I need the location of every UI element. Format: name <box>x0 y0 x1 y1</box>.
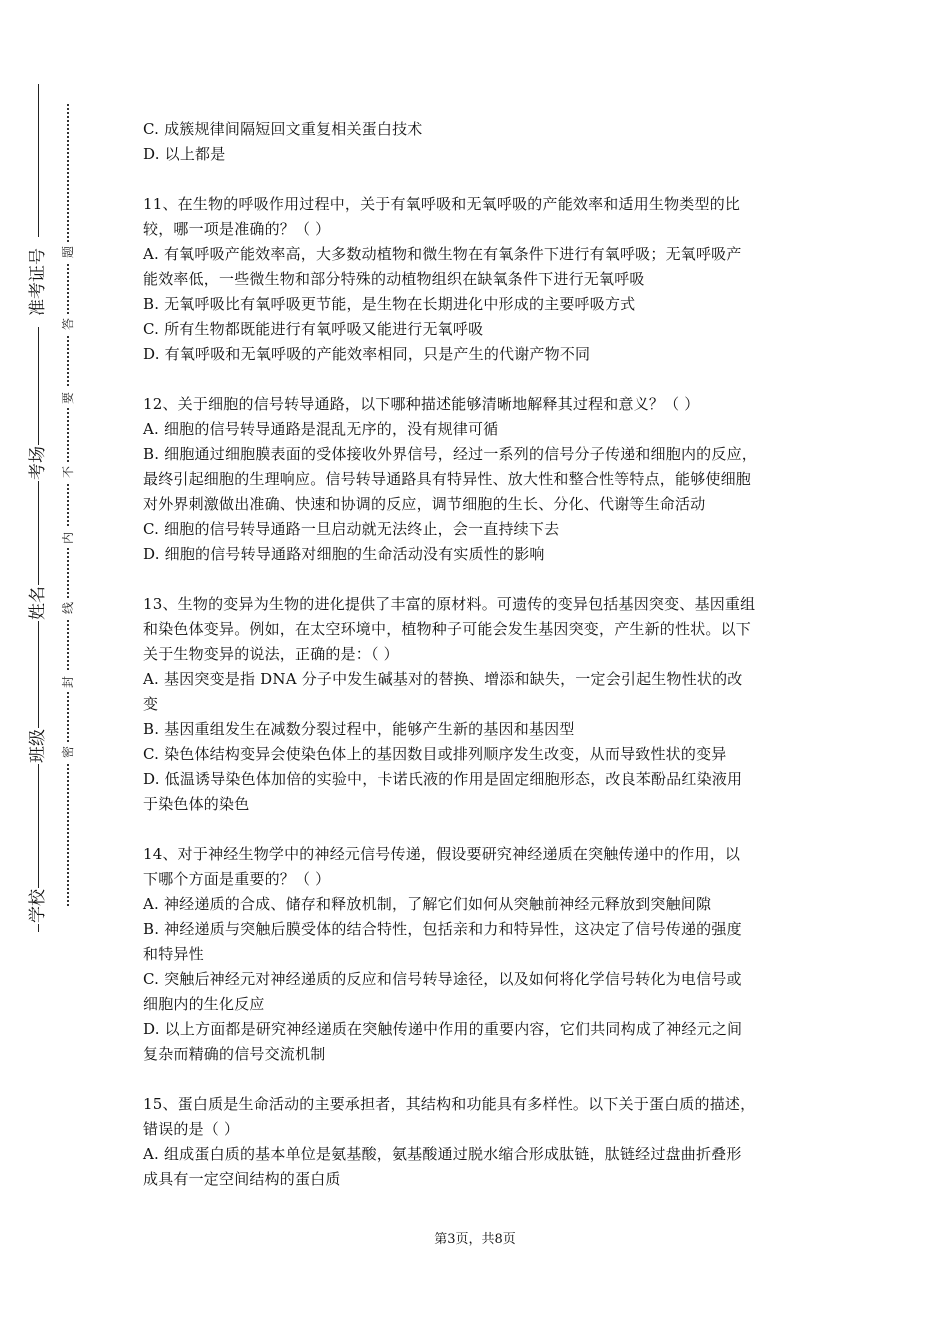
q15-option-a: A. 组成蛋白质的基本单位是氨基酸，氨基酸通过脱水缩合形成肽链，肽链经过盘曲折叠形 <box>143 1145 742 1163</box>
q12-option-b: 最终引起细胞的生理响应。信号转导通路具有特异性、放大性和整合性等特点，能够使细胞 <box>143 470 752 488</box>
seal-char: 线 <box>58 598 78 618</box>
class-label: 班级 <box>20 728 56 764</box>
q14-option-d: D. 以上方面都是研究神经递质在突触传递中作用的重要内容，它们共同构成了神经元之间 <box>143 1020 743 1038</box>
q13-option-a: A. 基因突变是指 DNA 分子中发生碱基对的替换、增添和缺失，一定会引起生物性状的改 <box>143 670 743 688</box>
q12-stem: 12、关于细胞的信号转导通路，以下哪种描述能够清晰地解释其过程和意义？（ ） <box>143 395 700 413</box>
q12-option-b: 对外界刺激做出准确、快速和协调的反应，调节细胞的生长、分化、代谢等生命活动 <box>143 495 706 513</box>
q10-option-d: D. 以上都是 <box>143 145 226 163</box>
q14-option-c: C. 突触后神经元对神经递质的反应和信号转导途径，以及如何将化学信号转化为电信号或 <box>143 970 742 988</box>
q13-stem: 关于生物变异的说法，正确的是：（ ） <box>143 645 399 663</box>
q11-stem: 较，哪一项是准确的？（ ） <box>143 220 331 238</box>
q13-option-d: 于染色体的染色 <box>143 795 250 813</box>
exam-content <box>143 117 815 1192</box>
q12-option-b: B. 细胞通过细胞膜表面的受体接收外界信号，经过一系列的信号分子传递和细胞内的反应， <box>143 445 757 463</box>
q11-option-a: 能效率低，一些微生物和部分特殊的动植物组织在缺氧条件下进行无氧呼吸 <box>143 270 645 288</box>
q15-stem: 15、蛋白质是生命活动的主要承担者，其结构和功能具有多样性。以下关于蛋白质的描述， <box>143 1095 756 1113</box>
seal-char: 答 <box>58 314 78 334</box>
q13-stem: 和染色体变异。例如，在太空环境中，植物种子可能会发生基因突变，产生新的性状。以下 <box>143 620 752 638</box>
question-12 <box>143 392 815 567</box>
seal-char: 题 <box>58 242 78 262</box>
question-15 <box>143 1092 815 1192</box>
page-indicator: 第3页，共8页 <box>434 1232 516 1247</box>
q13-option-c: C. 染色体结构变异会使染色体上的基因数目或排列顺序发生改变，从而导致性状的变异 <box>143 745 727 763</box>
q14-stem: 14、对于神经生物学中的神经元信号传递，假设要研究神经递质在突触传递中的作用，以 <box>143 845 741 863</box>
seal-dotted-line <box>67 104 69 906</box>
q14-option-c: 细胞内的生化反应 <box>143 995 265 1013</box>
q11-stem: 11、在生物的呼吸作用过程中，关于有氧呼吸和无氧呼吸的产能效率和适用生物类型的比 <box>143 195 741 213</box>
seal-char: 内 <box>58 528 78 548</box>
admission-ticket-label: 准考证号 <box>20 237 56 327</box>
q12-option-c: C. 细胞的信号转导通路一旦启动就无法终止，会一直持续下去 <box>143 520 560 538</box>
question-14 <box>143 842 815 1067</box>
q10-option-c: C. 成簇规律间隔短回文重复相关蛋白技术 <box>143 120 423 138</box>
q13-option-a: 变 <box>143 695 159 713</box>
q14-stem: 下哪个方面是重要的？（ ） <box>143 870 331 888</box>
q13-option-b: B. 基因重组发生在减数分裂过程中，能够产生新的基因和基因型 <box>143 720 575 738</box>
seal-char: 不 <box>58 462 78 482</box>
exam-room-label: 考场 <box>20 445 56 481</box>
q15-stem: 错误的是（ ） <box>143 1120 240 1138</box>
q13-stem: 13、生物的变异为生物的进化提供了丰富的原材料。可遗传的变异包括基因突变、基因重组 <box>143 595 756 613</box>
school-label: 学校 <box>20 888 56 924</box>
q11-option-b: B. 无氧呼吸比有氧呼吸更节能，是生物在长期进化中形成的主要呼吸方式 <box>143 295 636 313</box>
binding-solid-line <box>38 84 39 932</box>
q11-option-c: C. 所有生物都既能进行有氧呼吸又能进行无氧呼吸 <box>143 320 484 338</box>
q14-option-b: 和特异性 <box>143 945 204 963</box>
binding-margin <box>0 0 90 1344</box>
q12-option-a: A. 细胞的信号转导通路是混乱无序的，没有规律可循 <box>143 420 499 438</box>
q11-option-a: A. 有氧呼吸产能效率高，大多数动植物和微生物在有氧条件下进行有氧呼吸；无氧呼吸产 <box>143 245 742 263</box>
q14-option-d: 复杂而精确的信号交流机制 <box>143 1045 326 1063</box>
q15-option-a: 成具有一定空间结构的蛋白质 <box>143 1170 341 1188</box>
question-10-tail <box>143 117 815 167</box>
question-11 <box>143 192 815 367</box>
seal-char: 封 <box>58 672 78 692</box>
q14-option-a: A. 神经递质的合成、储存和释放机制，了解它们如何从突触前神经元释放到突触间隙 <box>143 895 712 913</box>
q14-option-b: B. 神经递质与突触后膜受体的结合特性，包括亲和力和特异性，这决定了信号传递的强度 <box>143 920 742 938</box>
q13-option-d: D. 低温诱导染色体加倍的实验中，卡诺氏液的作用是固定细胞形态，改良苯酚品红染液用 <box>143 770 743 788</box>
q11-option-d: D. 有氧呼吸和无氧呼吸的产能效率相同，只是产生的代谢产物不同 <box>143 345 591 363</box>
question-13 <box>143 592 815 817</box>
name-label: 姓名 <box>20 585 56 621</box>
q12-option-d: D. 细胞的信号转导通路对细胞的生命活动没有实质性的影响 <box>143 545 545 563</box>
seal-char: 要 <box>58 388 78 408</box>
seal-char: 密 <box>58 742 78 762</box>
